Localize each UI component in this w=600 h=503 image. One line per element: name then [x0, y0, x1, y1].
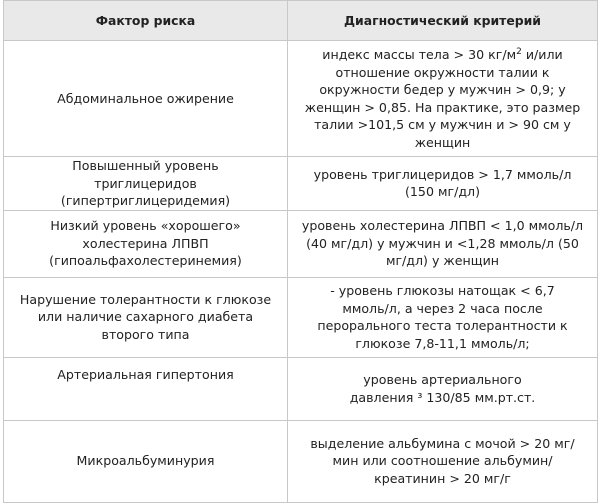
header-diagnostic-criterion: Диагностический критерий — [288, 1, 598, 41]
table-row — [4, 277, 598, 357]
factor-cell: Абдоминальное ожирение — [4, 41, 288, 157]
factor-cell: Микроальбуминурия — [4, 420, 288, 502]
header-risk-factor: Фактор риска — [4, 1, 288, 41]
criterion-cell: уровень артериального давления ³ 130/85 мм.рт.ст. — [288, 357, 598, 420]
criterion-cell: уровень триглицеридов > 1,7 ммоль/л (150 мг/дл) — [288, 157, 598, 211]
table-row — [4, 420, 598, 502]
criterion-cell — [288, 41, 598, 157]
table-row — [4, 210, 598, 277]
criterion-cell: выделение альбумина с мочой > 20 мг/мин или соотношение альбумин/креатинин > 20 мг/г — [288, 420, 598, 502]
table-header-row — [4, 1, 598, 41]
table-row — [4, 157, 598, 211]
criterion-text: индекс массы тела > 30 кг/м — [322, 47, 517, 62]
factor-cell: Нарушение толерантности к глюкозе или наличие сахарного диабета второго типа — [4, 277, 288, 357]
table-row — [4, 357, 598, 420]
criterion-cell: - уровень глюкозы натощак < 6,7 ммоль/л, а через 2 часа после перорального теста толерантности к глюкозе 7,8-11,1 ммоль/л; — [288, 277, 598, 357]
table-row — [4, 41, 598, 157]
criterion-cell: уровень холестерина ЛПВП < 1,0 ммоль/л (40 мг/дл) у мужчин и <1,28 ммоль/л (50 мг/дл) у женщин — [288, 210, 598, 277]
factor-cell: Низкий уровень «хорошего» холестерина ЛПВП (гипоальфахолестеринемия) — [4, 210, 288, 277]
criterion-text: и/или отношение окружности талии к окружности бедер у мужчин > 0,9; у женщин > 0,85. На практике, это размер талии >101,5 см у мужчин и > 90 см у женщин — [304, 47, 581, 150]
factor-cell: Повышенный уровень триглицеридов (гипертриглицеридемия) — [4, 157, 288, 211]
superscript: 2 — [516, 47, 522, 57]
factor-cell: Артериальная гипертония — [4, 357, 288, 420]
risk-factor-table — [3, 0, 598, 503]
